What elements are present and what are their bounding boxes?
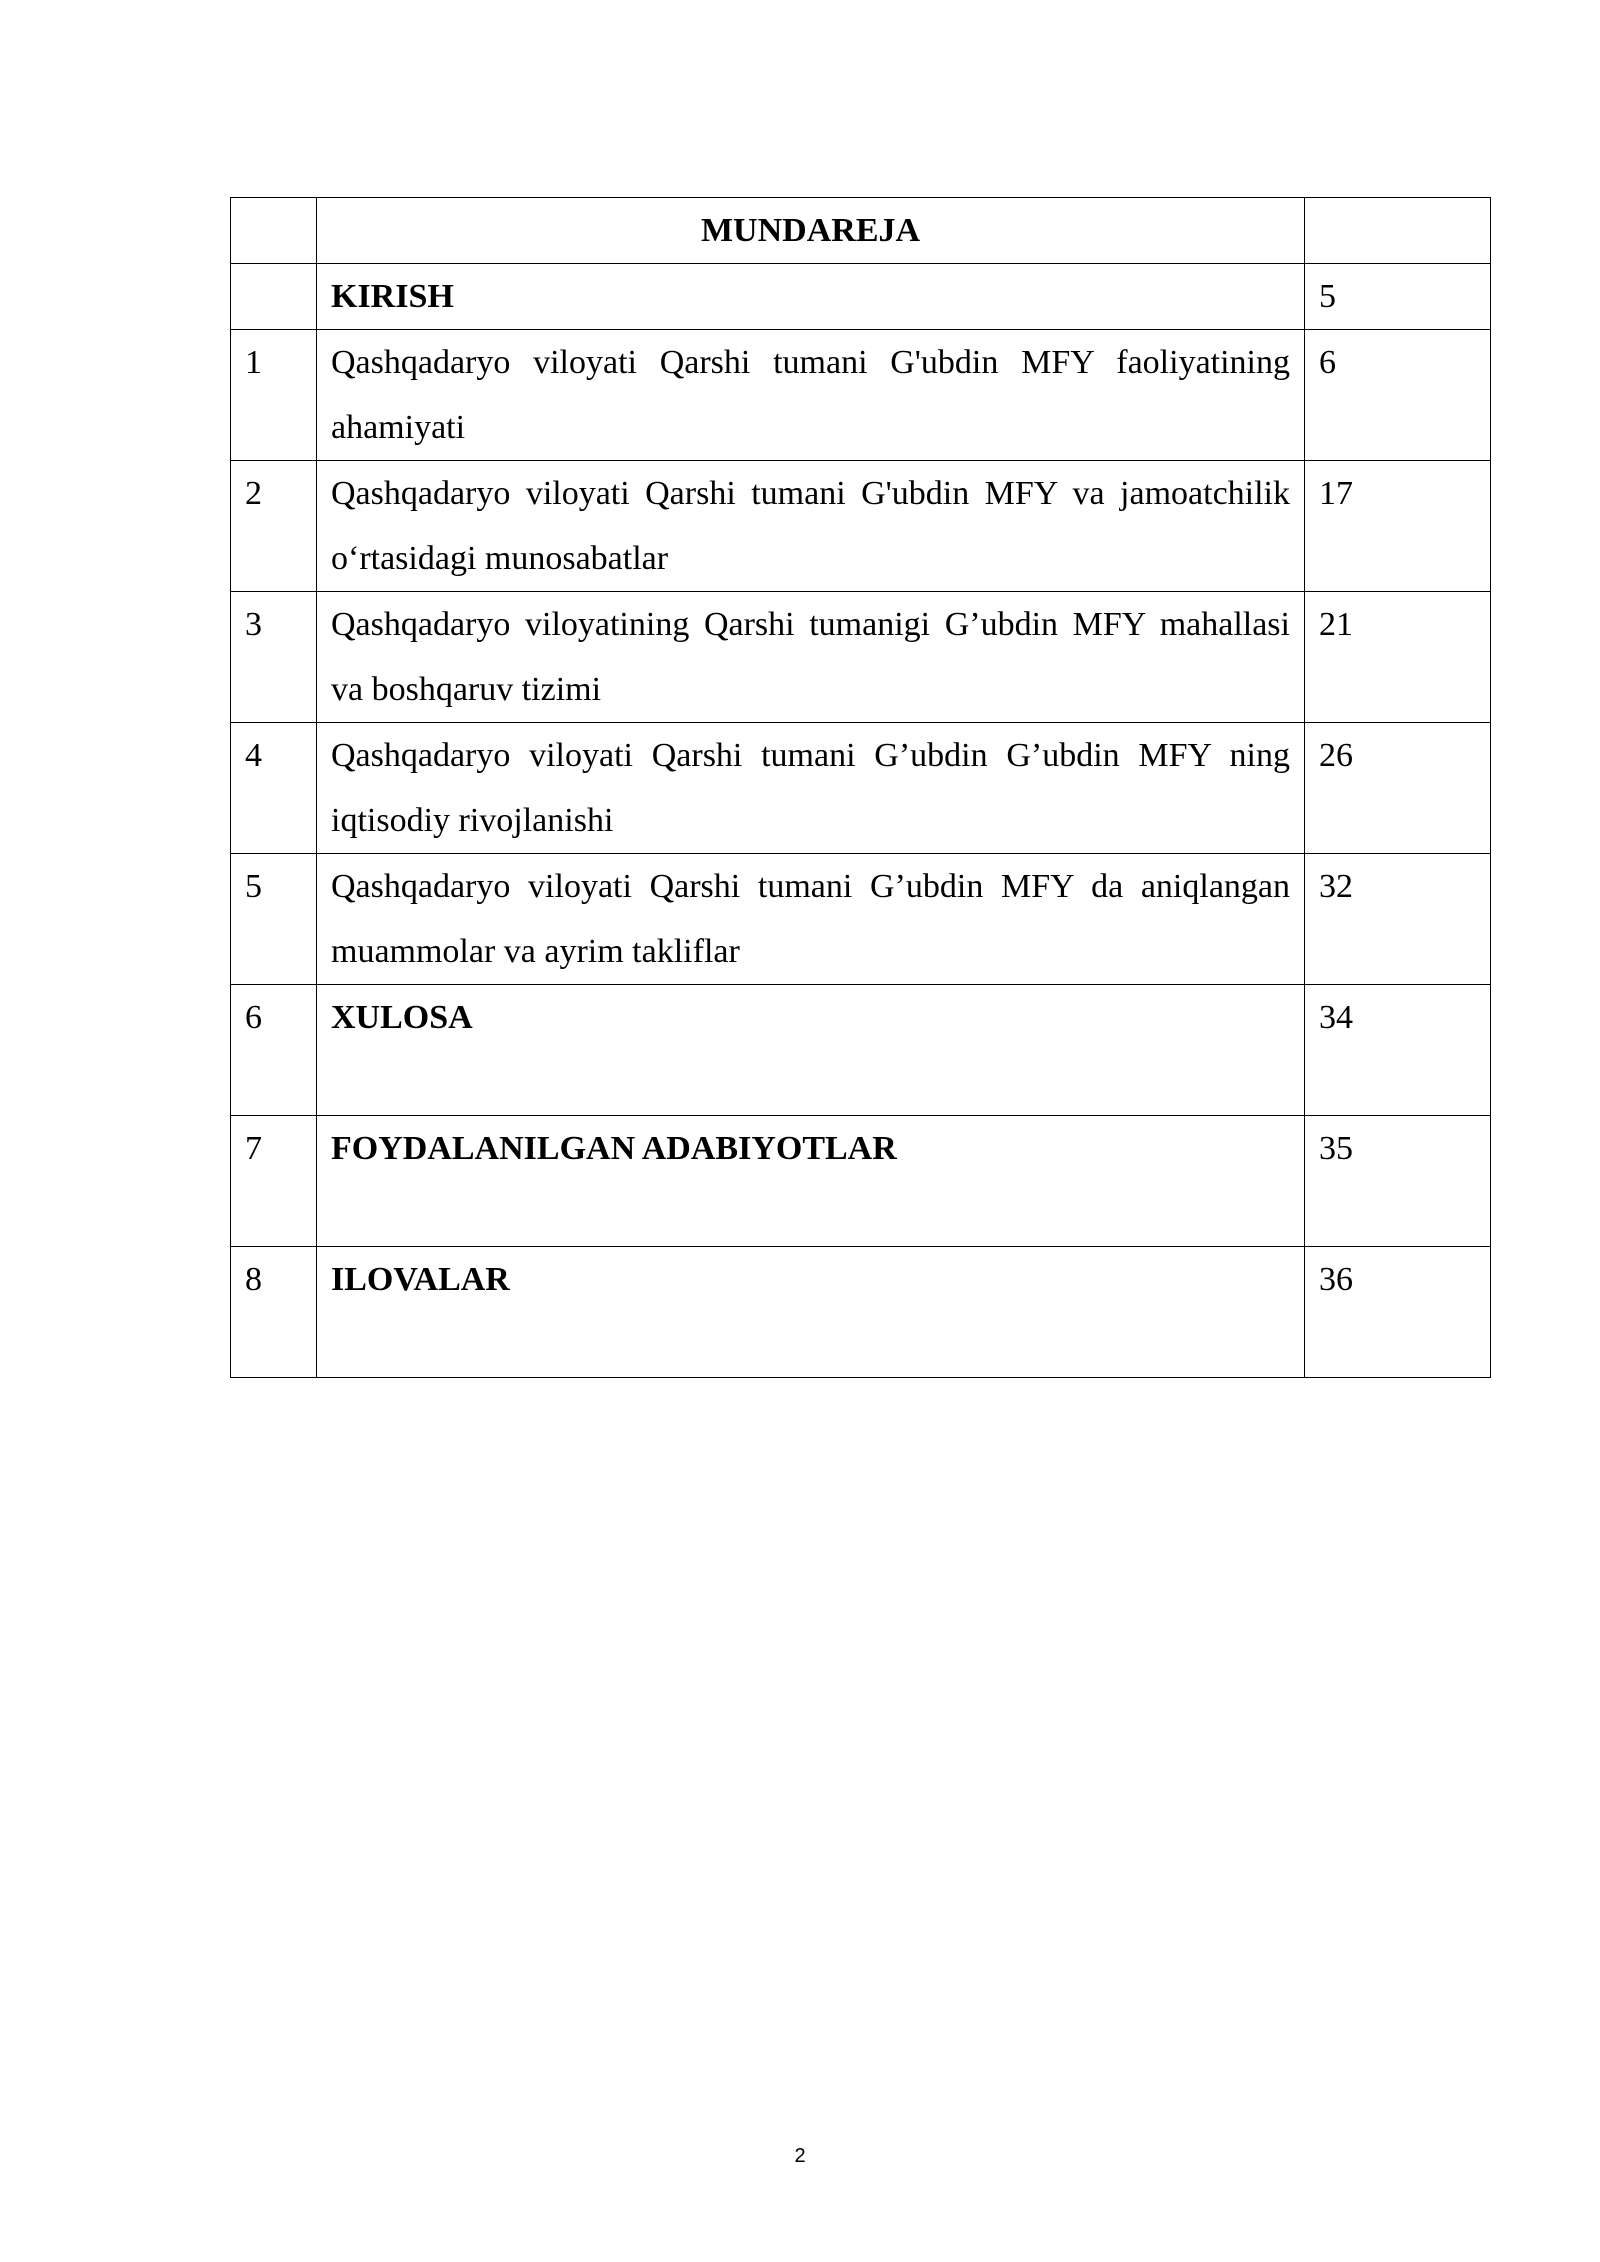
toc-row-page: 21 xyxy=(1305,592,1491,723)
toc-row xyxy=(231,461,1491,592)
table-of-contents xyxy=(230,197,1491,1378)
toc-heading-row xyxy=(231,198,1491,264)
toc-row xyxy=(231,1247,1491,1378)
toc-row-page: 5 xyxy=(1305,264,1491,330)
toc-row-title: ILOVALAR xyxy=(317,1247,1305,1378)
toc-row-number: 1 xyxy=(231,330,317,461)
empty-cell xyxy=(1305,198,1491,264)
toc-row-intro xyxy=(231,264,1491,330)
page-number: 2 xyxy=(794,2145,806,2167)
toc-row-title: Qashqadaryo viloyati Qarshi tumani G'ubdin MFY va jamoatchilik o‘rtasidagi munosabatlar xyxy=(317,461,1305,592)
toc-row-title: Qashqadaryo viloyati Qarshi tumani G'ubdin MFY faoliyatining ahamiyati xyxy=(317,330,1305,461)
toc-row-title: XULOSA xyxy=(317,985,1305,1116)
toc-row-title: KIRISH xyxy=(317,264,1305,330)
toc-row xyxy=(231,854,1491,985)
toc-row-title: Qashqadaryo viloyatining Qarshi tumanigi G’ubdin MFY mahallasi va boshqaruv tizimi xyxy=(317,592,1305,723)
toc-row-page: 32 xyxy=(1305,854,1491,985)
toc-row xyxy=(231,330,1491,461)
toc-row xyxy=(231,592,1491,723)
toc-row-page: 6 xyxy=(1305,330,1491,461)
toc-row xyxy=(231,985,1491,1116)
toc-row-page: 26 xyxy=(1305,723,1491,854)
toc-row-page: 36 xyxy=(1305,1247,1491,1378)
toc-row-number: 2 xyxy=(231,461,317,592)
toc-row-number: 8 xyxy=(231,1247,317,1378)
toc-row-title: Qashqadaryo viloyati Qarshi tumani G’ubdin MFY da aniqlangan muammolar va ayrim takliflar xyxy=(317,854,1305,985)
toc-row xyxy=(231,1116,1491,1247)
toc-row-number: 7 xyxy=(231,1116,317,1247)
toc-row xyxy=(231,723,1491,854)
toc-row-number: 3 xyxy=(231,592,317,723)
toc-row-number: 5 xyxy=(231,854,317,985)
toc-row-number: 6 xyxy=(231,985,317,1116)
toc-row-title: Qashqadaryo viloyati Qarshi tumani G’ubdin G’ubdin MFY ning iqtisodiy rivojlanishi xyxy=(317,723,1305,854)
toc-heading: MUNDAREJA xyxy=(317,198,1305,264)
toc-row-page: 17 xyxy=(1305,461,1491,592)
toc-row-number: 4 xyxy=(231,723,317,854)
toc-row-page: 34 xyxy=(1305,985,1491,1116)
empty-cell xyxy=(231,198,317,264)
toc-row-title: FOYDALANILGAN ADABIYOTLAR xyxy=(317,1116,1305,1247)
toc-row-number xyxy=(231,264,317,330)
toc-row-page: 35 xyxy=(1305,1116,1491,1247)
